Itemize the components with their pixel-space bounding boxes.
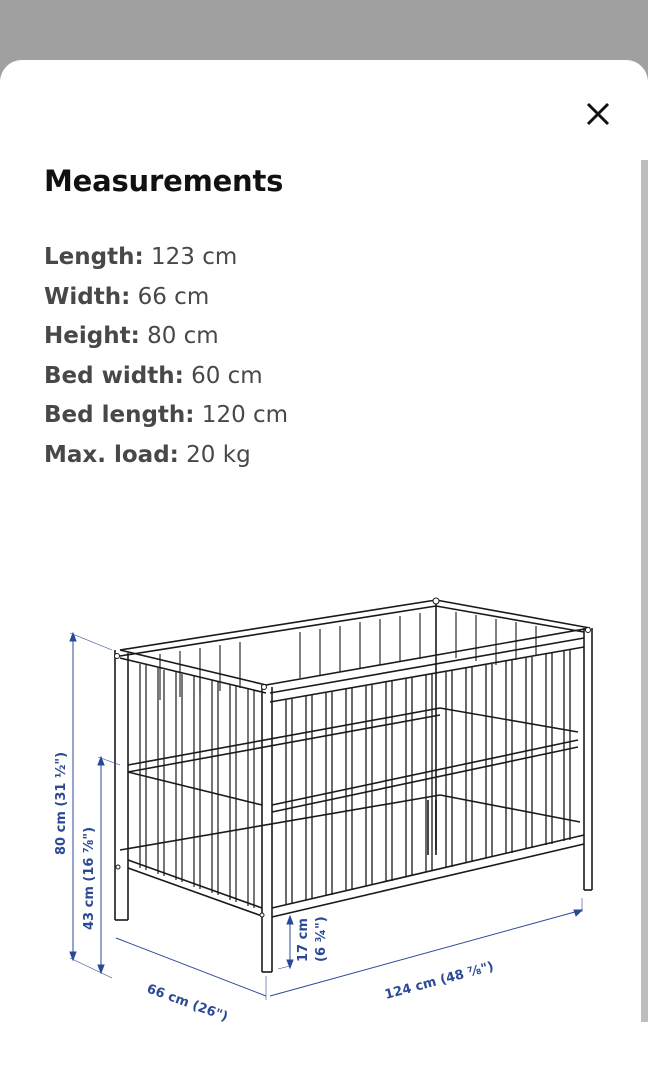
- spec-bed-length: [44, 396, 288, 436]
- spec-label: Bed length:: [44, 402, 195, 429]
- spec-label: Max. load:: [44, 441, 179, 468]
- close-button[interactable]: [580, 96, 616, 132]
- dim-label-mattress-height: 43 cm (16 ⅞"): [82, 826, 97, 930]
- dim-label-total-height: 80 cm (31 ½"): [54, 751, 69, 855]
- spec-value: 120 cm: [194, 402, 289, 429]
- spec-height: [44, 317, 288, 357]
- dim-label-length: 124 cm (48 ⅞"): [383, 959, 496, 1003]
- crib-dimension-diagram: [0, 590, 640, 1040]
- spec-width: [44, 278, 288, 318]
- dim-label-clearance: 17 cm: [296, 918, 311, 962]
- spec-length: [44, 238, 288, 278]
- spec-max-load: [44, 436, 288, 476]
- dim-label-depth: 66 cm (26"): [144, 981, 230, 1025]
- spec-label: Bed width:: [44, 362, 184, 389]
- spec-list: [44, 238, 288, 476]
- spec-value: 60 cm: [183, 362, 263, 389]
- spec-label: Length:: [44, 244, 144, 270]
- spec-value: 123 cm: [143, 244, 238, 270]
- scrollbar[interactable]: [641, 160, 648, 1022]
- dim-label-clearance-in: (6 ¾"): [314, 916, 329, 962]
- spec-label: Width:: [44, 283, 131, 310]
- spec-value: 80 cm: [139, 323, 219, 350]
- spec-value: 66 cm: [130, 283, 210, 310]
- close-icon: [585, 101, 611, 127]
- spec-value: 20 kg: [178, 441, 251, 468]
- spec-label: Height:: [44, 323, 140, 350]
- spec-bed-width: [44, 357, 288, 397]
- dialog-title: Measurements: [44, 164, 284, 198]
- measurements-dialog: [0, 60, 648, 1080]
